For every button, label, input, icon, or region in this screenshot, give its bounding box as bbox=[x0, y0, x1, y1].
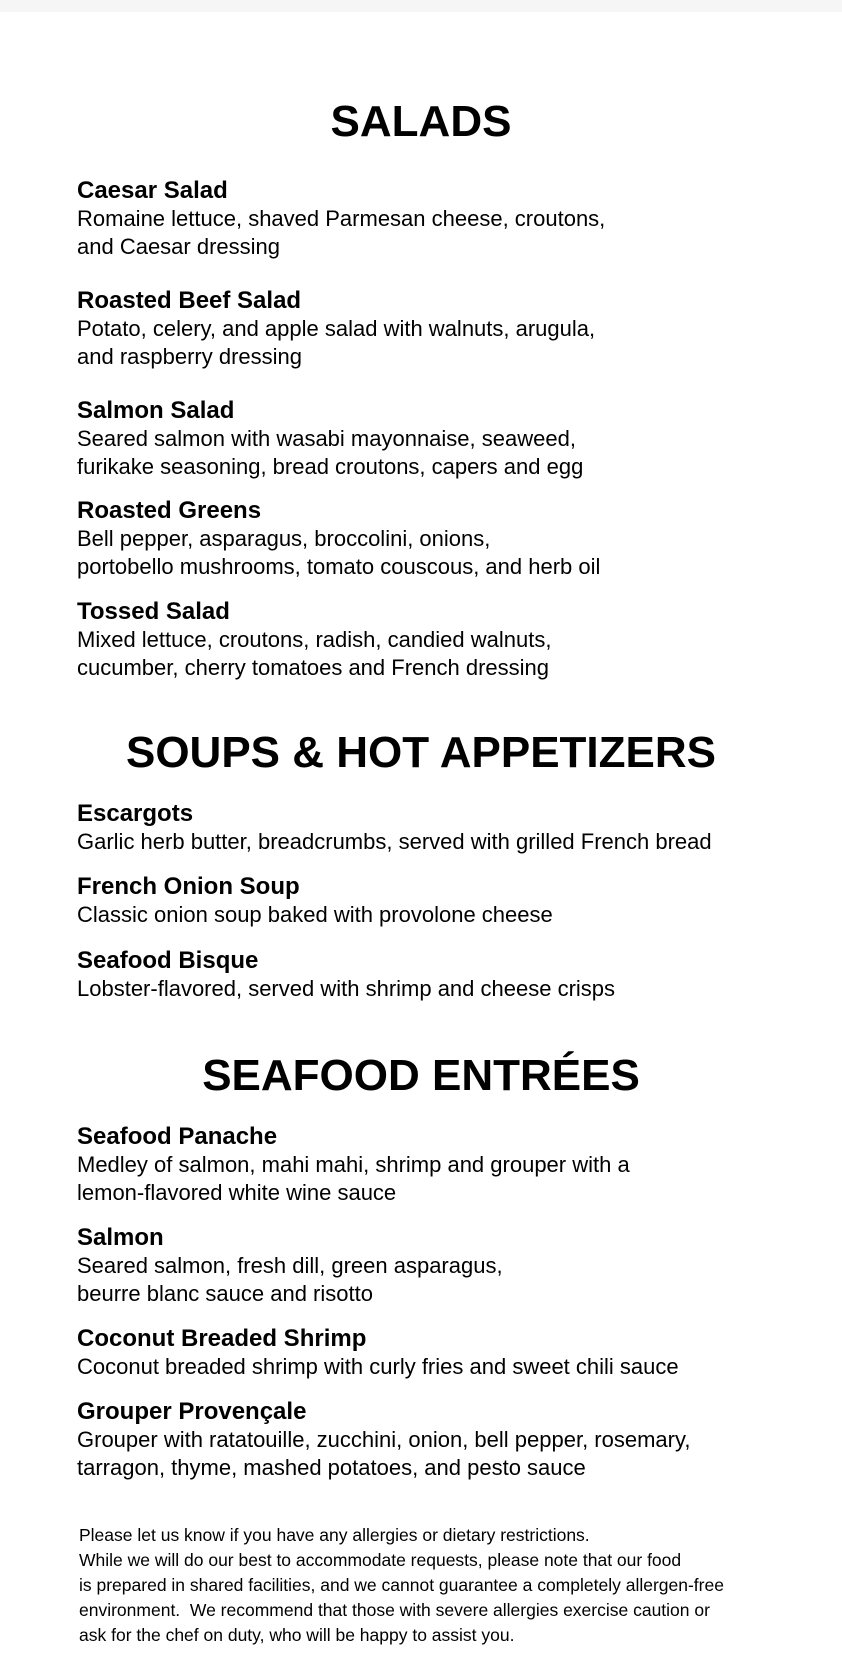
menu-item bbox=[77, 497, 777, 581]
item-description bbox=[77, 626, 777, 682]
item-description-line: Potato, celery, and apple salad with walnuts, arugula, bbox=[77, 316, 596, 341]
item-description bbox=[77, 1426, 777, 1482]
item-name: Salmon bbox=[77, 1224, 164, 1251]
item-description-line: Coconut breaded shrimp with curly fries and sweet chili sauce bbox=[77, 1354, 679, 1379]
item-description bbox=[77, 205, 777, 261]
item-description-line: Medley of salmon, mahi mahi, shrimp and grouper with a bbox=[77, 1152, 630, 1177]
item-name: Salmon Salad bbox=[77, 397, 235, 424]
allergy-notice bbox=[79, 1523, 799, 1648]
menu-item bbox=[77, 1123, 777, 1207]
item-description bbox=[77, 1151, 777, 1207]
item-description-line: Mixed lettuce, croutons, radish, candied walnuts, bbox=[77, 627, 552, 652]
item-name: Tossed Salad bbox=[77, 598, 230, 625]
item-name: Caesar Salad bbox=[77, 177, 228, 204]
item-description-line: Lobster-flavored, served with shrimp and cheese crisps bbox=[77, 976, 616, 1001]
item-description bbox=[77, 901, 777, 929]
menu-item bbox=[77, 947, 777, 1003]
top-band bbox=[0, 0, 842, 12]
menu-item bbox=[77, 1224, 777, 1308]
item-description bbox=[77, 525, 777, 581]
item-name: Roasted Greens bbox=[77, 497, 262, 524]
item-description bbox=[77, 1252, 777, 1308]
menu-item bbox=[77, 397, 777, 481]
section-title-salads: SALADS bbox=[330, 97, 512, 146]
item-description-line: cucumber, cherry tomatoes and French dressing bbox=[77, 655, 550, 680]
menu-item bbox=[77, 800, 777, 856]
item-name: Roasted Beef Salad bbox=[77, 287, 302, 314]
item-name: French Onion Soup bbox=[77, 873, 300, 900]
menu-item bbox=[77, 287, 777, 371]
item-description-line: and Caesar dressing bbox=[77, 234, 281, 259]
item-description-line: Seared salmon with wasabi mayonnaise, seaweed, bbox=[77, 426, 576, 451]
item-name: Escargots bbox=[77, 800, 194, 827]
section-title-seafood: SEAFOOD ENTRÉES bbox=[202, 1051, 640, 1100]
section-title-soups: SOUPS & HOT APPETIZERS bbox=[125, 728, 716, 777]
item-description-line: Classic onion soup baked with provolone cheese bbox=[77, 902, 553, 927]
menu-item bbox=[77, 1398, 777, 1482]
item-description-line: and raspberry dressing bbox=[77, 344, 303, 369]
item-description-line: portobello mushrooms, tomato couscous, and herb oil bbox=[77, 554, 601, 579]
allergy-notice-line: While we will do our best to accommodate requests, please note that our food bbox=[79, 1550, 682, 1570]
allergy-notice-line: Please let us know if you have any allergies or dietary restrictions. bbox=[79, 1525, 590, 1545]
item-description-line: furikake seasoning, bread croutons, capers and egg bbox=[77, 454, 584, 479]
item-description bbox=[77, 425, 777, 481]
item-description-line: Seared salmon, fresh dill, green asparagus, bbox=[77, 1253, 503, 1278]
menu-item bbox=[77, 177, 777, 261]
menu-item bbox=[77, 873, 777, 929]
menu-item bbox=[77, 1325, 777, 1381]
item-name: Seafood Bisque bbox=[77, 947, 259, 974]
item-description-line: Garlic herb butter, breadcrumbs, served with grilled French bread bbox=[77, 829, 712, 854]
item-description bbox=[77, 1353, 777, 1381]
item-description-line: Bell pepper, asparagus, broccolini, onions, bbox=[77, 526, 491, 551]
item-name: Grouper Provençale bbox=[77, 1398, 307, 1425]
item-name: Seafood Panache bbox=[77, 1123, 278, 1150]
item-description-line: Romaine lettuce, shaved Parmesan cheese, croutons, bbox=[77, 206, 606, 231]
menu-item bbox=[77, 598, 777, 682]
item-name: Coconut Breaded Shrimp bbox=[77, 1325, 367, 1352]
item-description-line: tarragon, thyme, mashed potatoes, and pesto sauce bbox=[77, 1455, 586, 1480]
item-description bbox=[77, 828, 777, 856]
item-description-line: lemon-flavored white wine sauce bbox=[77, 1180, 397, 1205]
item-description bbox=[77, 975, 777, 1003]
item-description-line: beurre blanc sauce and risotto bbox=[77, 1281, 373, 1306]
allergy-notice-line: is prepared in shared facilities, and we cannot guarantee a completely allergen-free bbox=[79, 1575, 724, 1595]
item-description bbox=[77, 315, 777, 371]
allergy-notice-line: ask for the chef on duty, who will be happy to assist you. bbox=[79, 1625, 515, 1645]
allergy-notice-line: environment. We recommend that those with severe allergies exercise caution or bbox=[79, 1600, 710, 1620]
item-description-line: Grouper with ratatouille, zucchini, onion, bell pepper, rosemary, bbox=[77, 1427, 691, 1452]
